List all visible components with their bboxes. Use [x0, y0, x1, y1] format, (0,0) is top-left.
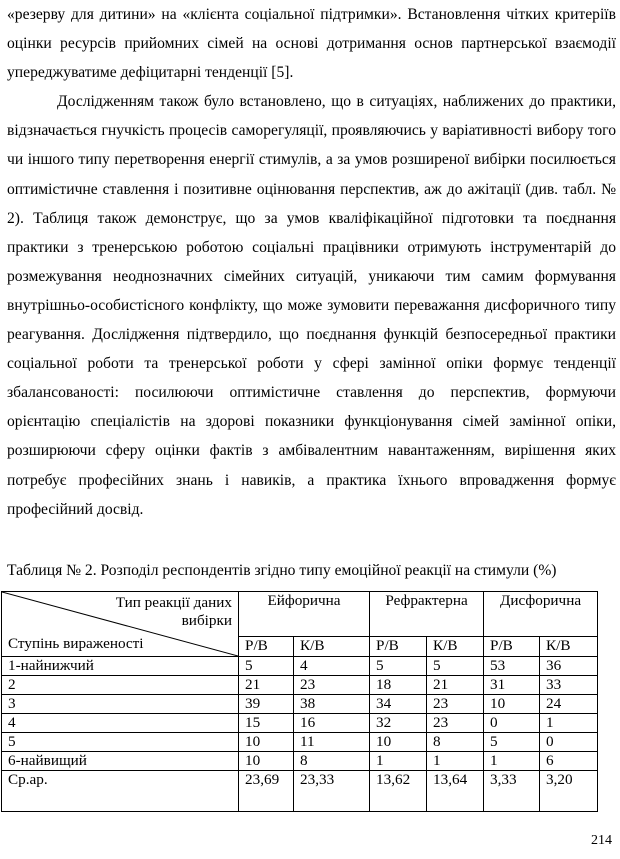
- table-cell: 10: [239, 733, 294, 752]
- table-cell: 1: [427, 752, 484, 771]
- header-reaction-type: [116, 594, 232, 630]
- table-cell: 23,69: [239, 771, 294, 812]
- table-cell: 1: [370, 752, 427, 771]
- subheader-cell: К/В: [294, 637, 370, 657]
- paragraph-1: «резерву для дитини» на «клієнта соціальної підтримки». Встановлення чітких критеріїв оцінки ресурсів прийомних сімей на основі дотримання основ партнерської взаємодії упереджуватиме дефіцитарні тенденції [5].: [7, 6, 616, 82]
- table-cell: 18: [370, 676, 427, 695]
- paragraph-2: Дослідженням також було встановлено, що в ситуаціях, наближених до практики, відзначається гнучкість процесів саморегуляції, проявляючись у варіативності вибору того чи іншого типу перетворення енергії стимулів, а за умов розширеної вибірки посилюється оптимістичне ставлення і позитивне оцінювання перспектив, аж до ажітації (див. табл. № 2). Таблиця також демонструє, що за умов кваліфікаційної підготовки та поєднання практики з тренерською роботою соціальні працівники отримують інструментарій до розмежування неоднозначних сімейних ситуацій, уникаючи тим самим формування внутрішньо-особистісного конфлікту, що може зумовити переважання дисфоричного типу реагування. Дослідження підтвердило, що поєднання функцій безпосередньої практики соціальної роботи та тренерської роботи у сфері замінної опіки формує тенденції збалансованості: посилюючи оптимістичне ставлення до перспектив, формуючи орієнтацію спеціалістів на здорові показники функціонування сімей замінної опіки, розширюючи сферу оцінки фактів з амбівалентним навантаженням, вирішення яких потребує професійних знань і навиків, а практика їхнього впровадження формує професійний досвід.: [7, 93, 616, 518]
- table-cell: 15: [239, 714, 294, 733]
- table-cell: 16: [294, 714, 370, 733]
- header-degree: Ступінь вираженості: [8, 635, 144, 652]
- table-header-row: [2, 592, 598, 637]
- table-row: [2, 714, 598, 733]
- table-cell: 5: [427, 657, 484, 676]
- group-header-euphoric: Ейфорична: [239, 592, 370, 637]
- table-cell: 13,62: [370, 771, 427, 812]
- table-cell: 24: [540, 695, 598, 714]
- table-cell: 13,64: [427, 771, 484, 812]
- table-cell: 39: [239, 695, 294, 714]
- table-cell: 21: [239, 676, 294, 695]
- table-row: [2, 733, 598, 752]
- subheader-cell: К/В: [427, 637, 484, 657]
- table-cell: 32: [370, 714, 427, 733]
- row-label: 5: [2, 733, 239, 752]
- table-cell: 23: [427, 714, 484, 733]
- table-cell: 23: [294, 676, 370, 695]
- table-cell: 3,20: [540, 771, 598, 812]
- table-cell: 1: [540, 714, 598, 733]
- table-row: [2, 695, 598, 714]
- table-cell: 21: [427, 676, 484, 695]
- table-cell: 36: [540, 657, 598, 676]
- header-reaction-type-line1: Тип реакції даних: [115, 594, 232, 611]
- subheader-cell: Р/В: [239, 637, 294, 657]
- table-cell: 0: [484, 714, 540, 733]
- subheader-cell: Р/В: [484, 637, 540, 657]
- row-label: Ср.ар.: [2, 771, 239, 812]
- table-cell: 23,33: [294, 771, 370, 812]
- table-cell: 0: [540, 733, 598, 752]
- subheader-cell: К/В: [540, 637, 598, 657]
- row-label: 3: [2, 695, 239, 714]
- table-row: [2, 752, 598, 771]
- page-number: 214: [591, 833, 612, 848]
- table-cell: 8: [294, 752, 370, 771]
- table-cell: 5: [239, 657, 294, 676]
- table-cell: 10: [370, 733, 427, 752]
- table-cell: 11: [294, 733, 370, 752]
- table-cell: 34: [370, 695, 427, 714]
- table-row-average: [2, 771, 598, 812]
- row-label: 6-найвищий: [2, 752, 239, 771]
- subheader-cell: Р/В: [370, 637, 427, 657]
- body-text: [7, 0, 616, 524]
- table-cell: 4: [294, 657, 370, 676]
- table-cell: 5: [484, 733, 540, 752]
- group-header-refractory: Рефрактерна: [370, 592, 484, 637]
- table-cell: 23: [427, 695, 484, 714]
- table-header-corner: [2, 592, 239, 657]
- table-row: [2, 676, 598, 695]
- table-row: [2, 657, 598, 676]
- table-cell: 6: [540, 752, 598, 771]
- table-cell: 3,33: [484, 771, 540, 812]
- table-cell: 5: [370, 657, 427, 676]
- table-cell: 31: [484, 676, 540, 695]
- row-label: 1-найнижчий: [2, 657, 239, 676]
- table-cell: 10: [484, 695, 540, 714]
- table-cell: 38: [294, 695, 370, 714]
- row-label: 2: [2, 676, 239, 695]
- table-cell: 53: [484, 657, 540, 676]
- header-reaction-type-line2: вибірки: [181, 612, 232, 629]
- table-caption: Таблиця № 2. Розподіл респондентів згідно типу емоційної реакції на стимули (%): [7, 562, 557, 579]
- table-cell: 8: [427, 733, 484, 752]
- table-cell: 1: [484, 752, 540, 771]
- group-header-dysphoric: Дисфорична: [484, 592, 598, 637]
- data-table: [1, 591, 598, 812]
- table-cell: 10: [239, 752, 294, 771]
- row-label: 4: [2, 714, 239, 733]
- table-cell: 33: [540, 676, 598, 695]
